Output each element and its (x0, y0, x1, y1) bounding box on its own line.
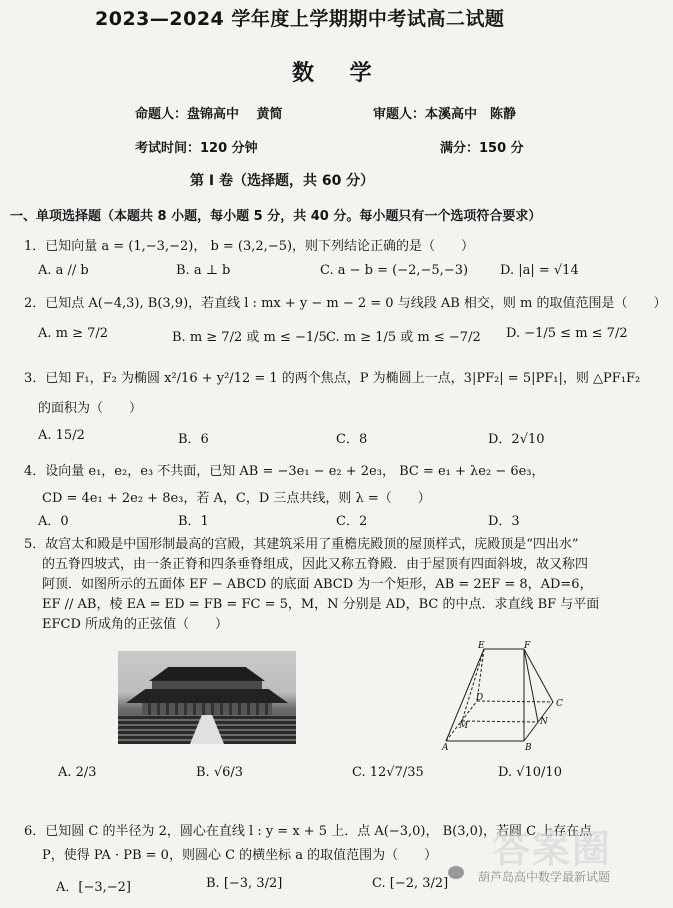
label-n: N (540, 717, 548, 727)
question-5-line-2: 的五脊四坡式，由一条正脊和四条垂脊组成，因此又称五脊殿．由于屋顶有四面斜坡，故又称四 (42, 557, 589, 572)
section-heading: 一、单项选择题（本题共 8 小题，每小题 5 分，共 40 分。每小题只有一个选项符合要求） (10, 209, 542, 224)
reviewer-line: 审题人：本溪高中 陈静 (373, 107, 517, 122)
q2-option-b: B. m ≥ 7/2 或 m ≤ −1/5 (172, 330, 327, 345)
question-5-line-4: EF // AB，棱 EA = ED = FB = FC = 5，M，N 分别是 AD，BC 的中点．求直线 BF 与平面 (42, 597, 600, 612)
q1-option-a: A. a // b (38, 263, 89, 278)
pentahedron-figure (432, 640, 582, 752)
q3-option-c: C．8 (336, 432, 368, 447)
q2-option-c: C. m ≥ 1/5 或 m ≤ −7/2 (326, 330, 481, 345)
label-b: B (525, 743, 532, 752)
question-3-stem-2: 的面积为（ ） (38, 401, 143, 416)
q5-option-c: C. 12√7/35 (352, 765, 424, 780)
q4-option-c: C．2 (336, 514, 368, 529)
q5-option-b: B. √6/3 (196, 765, 244, 780)
label-e: E (478, 641, 485, 651)
full-score: 满分：150 分 (440, 141, 524, 156)
exam-title: 2023—2024 学年度上学期期中考试高二试题 (95, 8, 505, 30)
q2-option-a: A. m ≥ 7/2 (38, 326, 109, 341)
q4-option-d: D．3 (488, 514, 520, 529)
q6-option-a: A．[−3,−2] (56, 880, 131, 895)
subject-title: 数 学 (292, 61, 386, 86)
q5-option-d: D. √10/10 (498, 765, 562, 780)
volume-heading: 第 Ⅰ 卷（选择题，共 60 分） (190, 173, 375, 189)
wechat-icon (448, 866, 464, 879)
label-c: C (556, 699, 563, 709)
label-a: A (442, 743, 449, 752)
label-m: M (459, 721, 469, 731)
label-f: F (524, 641, 531, 651)
q3-option-d: D．2√10 (488, 432, 545, 447)
exam-time: 考试时间：120 分钟 (135, 141, 258, 156)
question-6-line-1: 6．已知圆 C 的半径为 2，圆心在直线 l : y = x + 5 上．点 A(−3,0)， B(3,0)，若圆 C 上存在点 (24, 824, 593, 839)
q4-option-a: A．0 (38, 514, 69, 529)
q5-option-a: A. 2/3 (58, 765, 97, 780)
q3-option-b: B．6 (178, 432, 209, 447)
watermark-caption: 葫芦岛高中数学最新试题 (478, 870, 611, 884)
question-5-line-3: 阿顶．如图所示的五面体 EF − ABCD 的底面 ABCD 为一个矩形，AB = 2EF = 8，AD=6， (42, 577, 593, 592)
setter-line: 命题人：盘锦高中 黄简 (135, 107, 283, 122)
question-5-line-1: 5．故宫太和殿是中国形制最高的宫殿，其建筑采用了重檐庑殿顶的屋顶样式，庑殿顶是“四出水” (24, 537, 579, 552)
question-6-line-2: P，使得 PA · PB = 0，则圆心 C 的横坐标 a 的取值范围为（ ） (42, 848, 438, 863)
q6-option-b: B. [−3, 3/2] (206, 876, 283, 891)
question-1-stem: 1．已知向量 a = (1,−3,−2)， b = (3,2,−5)，则下列结论正确的是（ ） (24, 239, 475, 254)
question-4-stem-2: CD = 4e₁ + 2e₂ + 8e₃，若 A，C，D 三点共线，则 λ =（ ） (42, 491, 431, 506)
q1-option-d: D. |a| = √14 (500, 263, 579, 278)
palace-photo (118, 651, 296, 744)
question-3-stem: 3．已知 F₁，F₂ 为椭圆 x²/16 + y²/12 = 1 的两个焦点，P 为椭圆上一点，3|PF₂| = 5|PF₁|，则 △PF₁F₂ (24, 371, 641, 386)
q3-option-a: A. 15/2 (38, 428, 85, 443)
question-5-line-5: EFCD 所成角的正弦值（ ） (42, 617, 229, 632)
q6-option-c: C. [−2, 3/2] (372, 876, 449, 891)
q4-option-b: B．1 (178, 514, 209, 529)
q1-option-b: B. a ⊥ b (176, 263, 231, 278)
question-4-stem: 4．设向量 e₁，e₂，e₃ 不共面，已知 AB = −3e₁ − e₂ + 2e₃， BC = e₁ + λe₂ − 6e₃， (24, 464, 545, 479)
q2-option-d: D. −1/5 ≤ m ≤ 7/2 (506, 326, 628, 341)
label-d: D (476, 693, 484, 703)
q1-option-c: C. a − b = (−2,−5,−3) (320, 263, 469, 278)
question-2-stem: 2．已知点 A(−4,3), B(3,9)，若直线 l : mx + y − m − 2 = 0 与线段 AB 相交，则 m 的取值范围是（ ） (24, 296, 667, 311)
watermark-logo-text: 答案圈 (492, 827, 613, 871)
watermark (470, 812, 670, 908)
